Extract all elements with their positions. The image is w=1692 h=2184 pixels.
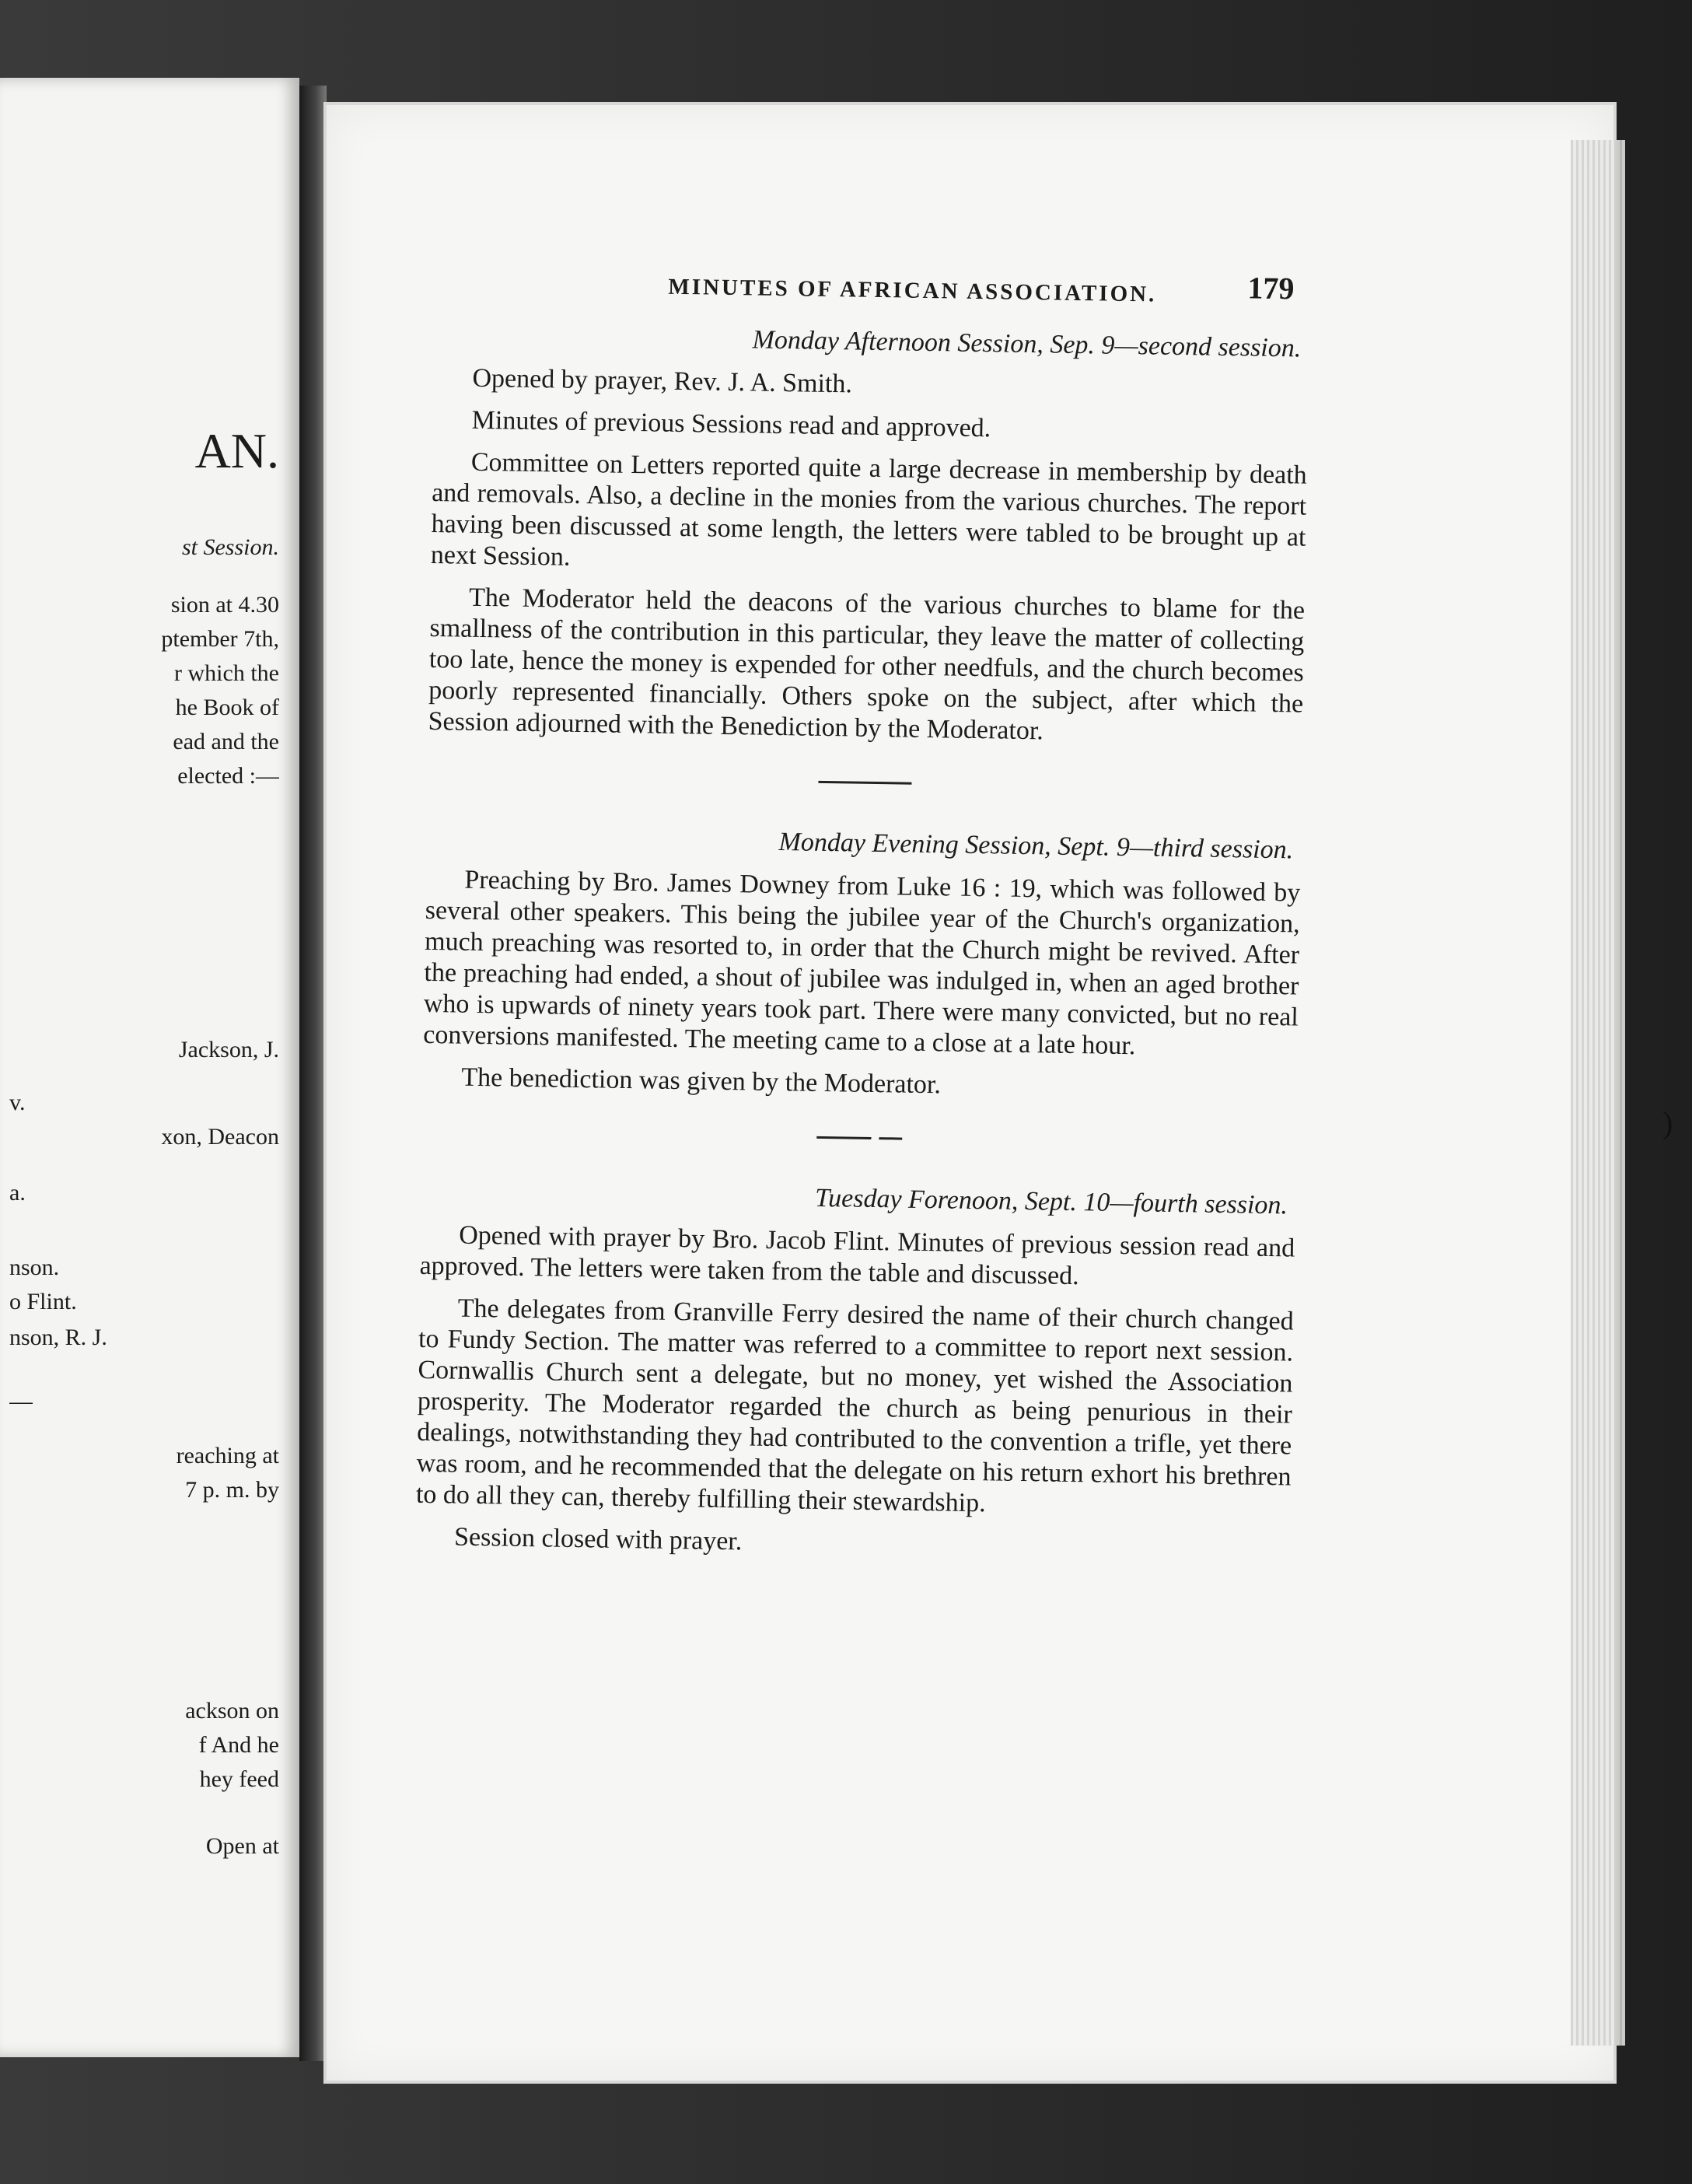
left-page-fragment: f And he	[198, 1732, 279, 1758]
paragraph: Session closed with prayer.	[453, 1522, 743, 1556]
book-gutter	[299, 86, 327, 2061]
left-page-fragment: sion at 4.30	[170, 592, 279, 618]
left-page-fragment: hey feed	[199, 1766, 279, 1792]
page-edges	[1571, 140, 1625, 2046]
left-page-fragment: 7 p. m. by	[185, 1477, 279, 1503]
session-heading: Tuesday Forenoon, Sept. 10—fourth session.	[814, 1183, 1288, 1220]
paragraph: The benediction was given by the Moderator.	[461, 1062, 942, 1100]
session-heading: Monday Afternoon Session, Sep. 9—second session.	[752, 325, 1302, 363]
left-page-fragment: xon, Deacon	[161, 1124, 279, 1150]
left-page-fragment: nson.	[9, 1255, 60, 1280]
paragraph: Opened by prayer, Rev. J. A. Smith.	[472, 363, 853, 399]
left-page-fragment: o Flint.	[9, 1289, 77, 1314]
paragraph: The Moderator held the deacons of the various churches to blame for the smallness of the contribution in this particular, they leave the matter of collecting too late, hence the money is expended for other needfuls, and the church becomes poorly represented financially. Others spoke on the subject, after which the Session adjourned with the Benediction by the Moderator.	[428, 583, 1306, 746]
session-heading: Monday Evening Session, Sept. 9—third session.	[778, 828, 1294, 865]
section-divider	[816, 1136, 902, 1140]
paragraph: Minutes of previous Sessions read and approved.	[471, 405, 991, 443]
running-title: MINUTES OF AFRICAN ASSOCIATION.	[668, 274, 1157, 307]
paragraph: Committee on Letters reported quite a large decrease in membership by death and removals. Also, a decline in the monies from the various churches. The report having been discussed at some length, the letters were tabled to be brought up at next Session.	[430, 447, 1308, 572]
left-page-fragment: st Session.	[181, 534, 279, 560]
section-divider	[818, 781, 911, 785]
left-page-fragment: nson, R. J.	[9, 1325, 107, 1350]
left-page-fragment: he Book of	[175, 695, 279, 720]
page-number: 179	[1247, 270, 1295, 306]
left-page-fragment: ead and the	[173, 729, 279, 754]
left-page-fragment: —	[9, 1388, 33, 1414]
left-page-fragment: Open at	[205, 1833, 279, 1859]
left-facing-page	[0, 78, 299, 2057]
left-page-fragment: ackson on	[185, 1698, 279, 1724]
left-page-fragment: a.	[9, 1180, 26, 1206]
left-page-fragment: reaching at	[176, 1443, 279, 1468]
paragraph: Preaching by Bro. James Downey from Luke 16 : 19, which was followed by several other speakers. This being the jubilee year of the Church's organization, much preaching was resorted to, in order that the Church might be revived. After the preaching had ended, a shout of jubilee was indulged in, when an aged brother who is upwards of ninety years took part. There were many convicted, but no real conversions manifested. The meeting came to a close at a late hour.	[422, 865, 1301, 1061]
left-page-fragment: r which the	[174, 660, 279, 686]
left-page-fragment: elected :—	[177, 763, 279, 789]
paragraph: Opened with prayer by Bro. Jacob Flint. Minutes of previous session read and approved. The letters were taken from the table and discussed.	[419, 1220, 1295, 1291]
margin-mark: )	[1662, 1105, 1673, 1140]
left-page-fragment: AN.	[194, 423, 279, 478]
left-page-fragment: v.	[9, 1090, 26, 1115]
left-page-fragment: Jackson, J.	[178, 1037, 279, 1062]
paragraph: The delegates from Granville Ferry desired the name of their church changed to Fundy Section. The matter was referred to a committee to report next session. Cornwallis Church sent a delegate, but no money, yet wished the Association prosperity. The Moderator regarded the church as being penurious in their dealings, notwithstanding they had contributed to the convention a trifle, yet there was room, and he recommended that the delegate on his return exhort his brethren to do all they can, thereby fulfilling their stewardship.	[415, 1293, 1294, 1518]
page-content	[415, 257, 1310, 1577]
left-page-fragment: ptember 7th,	[161, 626, 279, 652]
